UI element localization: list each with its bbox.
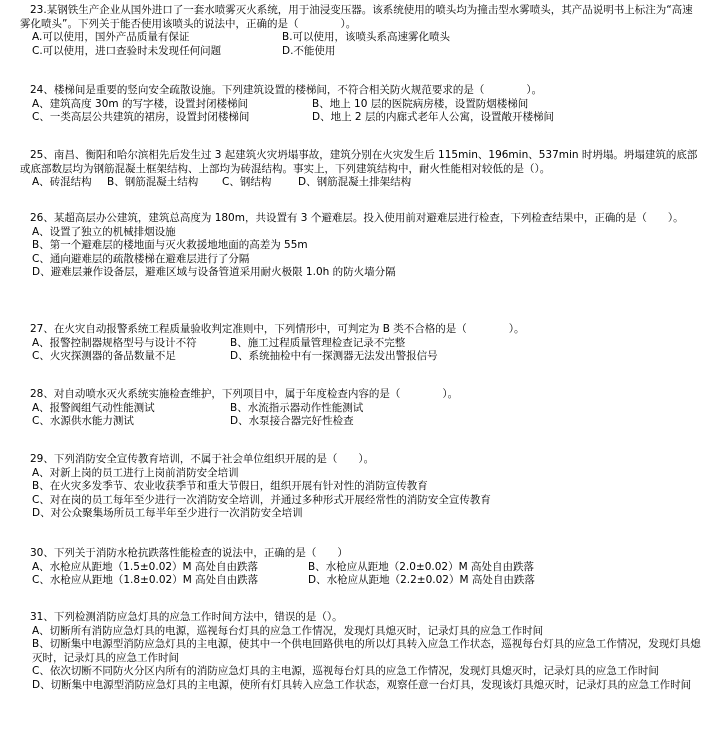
option-a: A、砖混结构	[32, 176, 92, 189]
question-stem: 26、某超高层办公建筑，建筑总高度为 180m，共设置有 3 个避难层。投入使用前对避难层进行检查，下列检查结果中，正确的是（ ）。	[30, 212, 684, 224]
option-c: C、通向避难层的疏散楼梯在避难层进行了分隔	[32, 252, 250, 265]
option-b: B、第一个避难层的楼地面与灭火救援地地面的高差为 55m	[32, 239, 308, 252]
options-list	[32, 467, 702, 521]
option-c: C、钢结构	[222, 176, 272, 189]
options-grid	[32, 337, 702, 364]
options-grid	[32, 561, 702, 588]
option-b: B、施工过程质量管理检查记录不完整	[230, 336, 406, 349]
question-23	[20, 4, 702, 58]
option-b: B、钢筋混凝土结构	[107, 176, 199, 189]
option-b: B、切断集中电源型消防应急灯具的主电源，使其中一个供电回路供电的所以灯具转入应急工作状态，巡视每台灯具的应急工作情况，发现灯具熄灭时，记录灯具的应急工作时间	[32, 638, 701, 664]
question-stem: 23.某钢铁生产企业从国外进口了一套水喷雾灭火系统，用于油浸变压器。该系统使用的喷头均为撞击型水雾喷头，其产品说明书上标注为“高速雾化喷头”。下列关于能否使用该喷头的说法中，正确的是（ ）。	[20, 4, 693, 30]
option-c: C、对在岗的员工每年至少进行一次消防安全培训，并通过多种形式开展经常性的消防安全宣传教育	[32, 493, 491, 506]
option-a: A、建筑高度 30m 的写字楼，设置封闭楼梯间	[32, 97, 248, 110]
question-30	[20, 547, 702, 588]
option-d: D、钢筋混凝土排架结构	[298, 176, 412, 189]
options-grid	[32, 98, 702, 125]
question-24	[20, 84, 702, 125]
option-d: D、水枪应从距地（2.2±0.02）M 高处自由跌落	[308, 574, 535, 587]
question-28	[20, 388, 702, 429]
options-row	[32, 176, 702, 190]
option-c: C、火灾探测器的备品数量不足	[32, 350, 176, 363]
option-c: C、依次切断不同防火分区内所有的消防应急灯具的主电源，巡视每台灯具的应急工作情况，发现灯具熄灭时，记录灯具的应急工作时间	[32, 665, 659, 678]
option-c: C.可以使用，进口查验时未发现任何问题	[32, 44, 222, 57]
options-grid	[32, 31, 702, 58]
option-a: A.可以使用，国外产品质量有保证	[32, 31, 190, 44]
question-stem: 28、对自动喷水灭火系统实施检查维护，下列项目中，属于年度检查内容的是（ ）。	[30, 388, 459, 400]
option-c: C、水源供水能力测试	[32, 415, 134, 428]
question-stem: 31、下列检测消防应急灯具的应急工作时间方法中，错误的是（）。	[30, 611, 343, 623]
option-d: D、地上 2 层的内廊式老年人公寓，设置敞开楼梯间	[312, 111, 554, 124]
option-a: A、报警控制器规格型号与设计不符	[32, 336, 197, 349]
question-31	[20, 611, 702, 693]
options-list	[32, 625, 702, 693]
option-a: A、对新上岗的员工进行上岗前消防安全培训	[32, 466, 239, 479]
option-d: D.不能使用	[282, 44, 336, 57]
option-d: D、系统抽检中有一探测器无法发出警报信号	[230, 350, 438, 363]
option-d: D、对公众聚集场所员工每半年至少进行一次消防安全培训	[32, 507, 303, 520]
option-b: B.可以使用，该喷头系高速雾化喷头	[282, 31, 451, 44]
options-grid	[32, 402, 702, 429]
question-stem: 30、下列关于消防水枪抗跌落性能检查的说法中，正确的是（ ）	[30, 547, 348, 559]
option-b: B、水流指示器动作性能测试	[230, 401, 364, 414]
option-b: B、地上 10 层的医院病房楼，设置防烟楼梯间	[312, 97, 529, 110]
option-b: B、水枪应从距地（2.0±0.02）M 高处自由跌落	[308, 560, 534, 573]
option-d: D、切断集中电源型消防应急灯具的主电源，使所有灯具转入应急工作状态，观察任意一台灯具，发现该灯具熄灭时，记录灯具的应急工作时间	[32, 678, 692, 691]
option-d: D、水泵接合器完好性检查	[230, 415, 354, 428]
question-29	[20, 453, 702, 521]
option-c: C、一类高层公共建筑的裙房，设置封闭楼梯间	[32, 111, 250, 124]
question-stem: 27、在火灾自动报警系统工程质量验收判定准则中，下列情形中，可判定为 B 类不合格的是（ ）。	[30, 323, 525, 335]
question-26	[20, 212, 702, 280]
option-a: A、报警阀组气动性能测试	[32, 401, 155, 414]
option-b: B、在火灾多发季节、农业收获季节和重大节假日，组织开展有针对性的消防宣传教育	[32, 480, 428, 493]
question-stem: 25、南昌、衡阳和哈尔滨相先后发生过 3 起建筑火灾坍塌事故，建筑分别在火灾发生后 115min、196min、537min 时坍塌。坍塌建筑的底部或底部数层均为钢筋混凝土框架结构、上部均为砖混结构。事实上，下列建筑结构中，耐火性能相对较低的是（）。	[20, 149, 698, 175]
option-c: C、水枪应从距地（1.8±0.02）M 高处自由跌落	[32, 574, 259, 587]
option-a: A、设置了独立的机械排烟设施	[32, 225, 176, 238]
question-27	[20, 323, 702, 364]
question-stem: 24、楼梯间是重要的竖向安全疏散设施。下列建筑设置的楼梯间，不符合相关防火规范要求的是（ ）。	[30, 84, 543, 96]
option-a: A、切断所有消防应急灯具的电源，巡视每台灯具的应急工作情况，发现灯具熄灭时，记录灯具的应急工作时间	[32, 624, 544, 637]
option-a: A、水枪应从距地（1.5±0.02）M 高处自由跌落	[32, 560, 258, 573]
option-d: D、避难层兼作设备层，避难区域与设备管道采用耐火极限 1.0h 的防火墙分隔	[32, 266, 396, 279]
options-list	[32, 226, 702, 280]
question-stem: 29、下列消防安全宣传教育培训，不属于社会单位组织开展的是（ ）。	[30, 453, 375, 465]
question-25	[20, 149, 702, 190]
